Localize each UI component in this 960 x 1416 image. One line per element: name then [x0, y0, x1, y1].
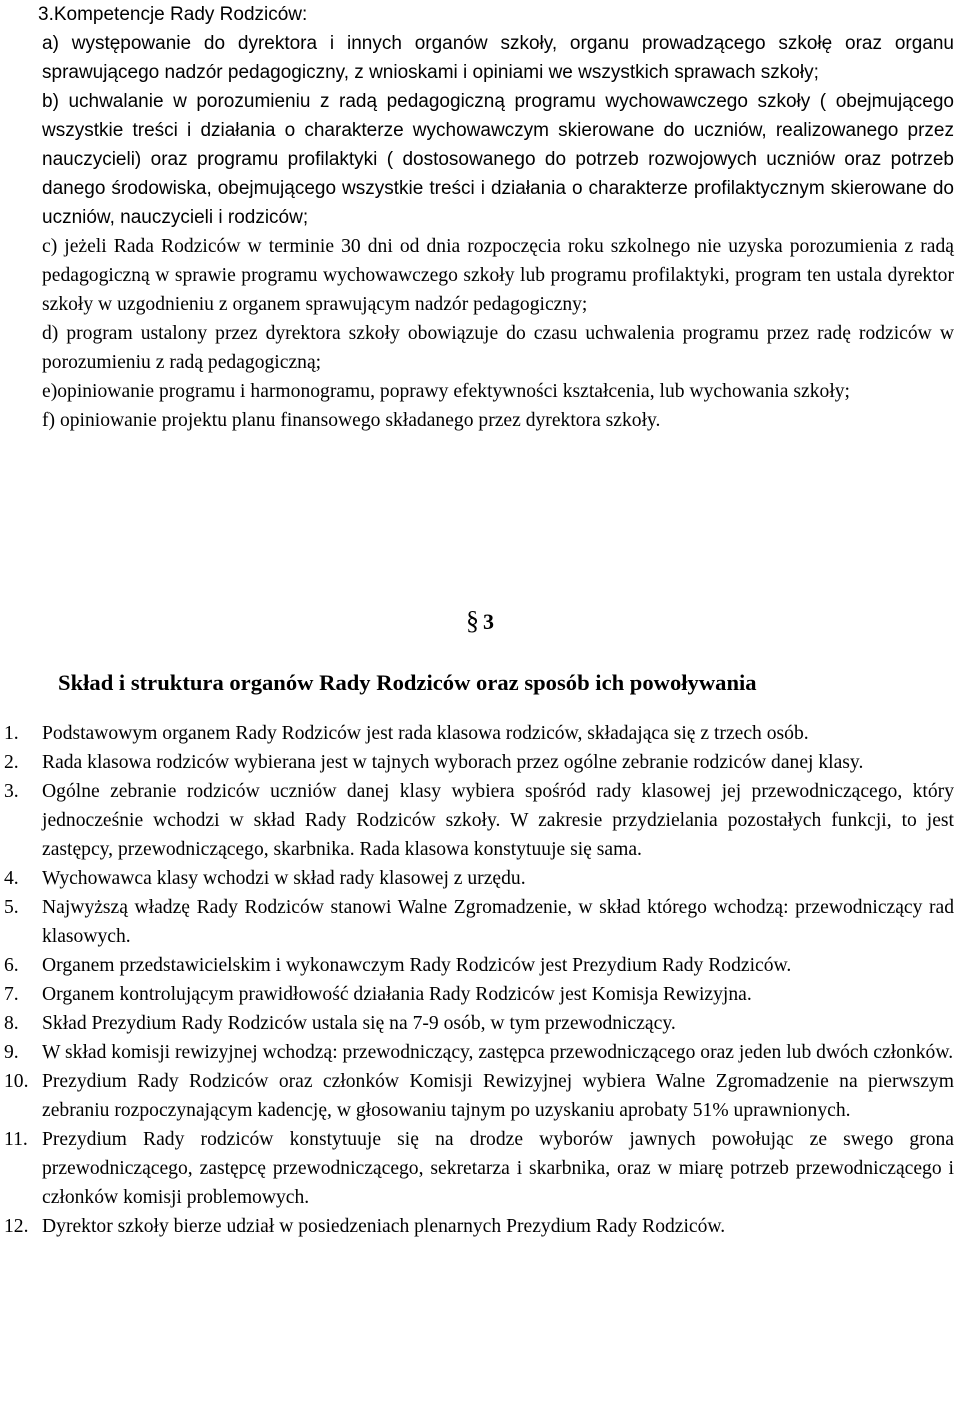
list-item-text: W skład komisji rewizyjnej wchodzą: przewodniczący, zastępca przewodniczącego oraz jeden lub dwóch członków. — [42, 1042, 954, 1063]
list-item — [0, 1067, 954, 1125]
section-number — [466, 601, 494, 642]
competence-item-a: a) występowanie do dyrektora i innych organów szkoły, organu prowadzącego szkołę oraz organu sprawującego nadzór pedagogiczny, z wnioskami i opiniami we wszystkich sprawach szkoły; — [42, 33, 954, 83]
list-item-text: Prezydium Rady Rodziców oraz członków Komisji Rewizyjnej wybiera Walne Zgromadzenie na pierwszym zebraniu rozpoczynającym kadencję, w głosowaniu tajnym po uzyskaniu aprobaty 51% uprawnionych. — [42, 1071, 954, 1121]
list-item-number: 9. — [4, 1042, 19, 1063]
list-item-number: 1. — [4, 723, 19, 744]
list-item — [0, 864, 954, 893]
list-item-text: Najwyższą władzę Rady Rodziców stanowi Walne Zgromadzenie, w skład którego wchodzą: przewodniczący rad klasowych. — [42, 897, 954, 947]
section-number-value: 3 — [483, 609, 494, 634]
competence-item-c: c) jeżeli Rada Rodziców w terminie 30 dni od dnia rozpoczęcia roku szkolnego nie uzyska porozumienia z radą pedagogiczną w sprawie programu wychowawczego szkoły lub programu profilaktyki, program ten ustala dyrektor szkoły w uzgodnieniu z organem sprawującym nadzór pedagogiczny; — [42, 236, 954, 315]
list-item-text: Organem kontrolującym prawidłowość działania Rady Rodziców jest Komisja Rewizyjna. — [42, 984, 752, 1005]
list-item-text: Organem przedstawicielskim i wykonawczym Rady Rodziców jest Prezydium Rady Rodziców. — [42, 955, 792, 976]
list-item-text: Wychowawca klasy wchodzi w skład rady klasowej z urzędu. — [42, 868, 526, 889]
list-item-text: Prezydium Rady rodziców konstytuuje się na drodze wyborów jawnych powołując ze swego grona przewodniczącego, zastępcę przewodniczącego, sekretarza i skarbnika, oraz w miarę potrzeb przewodniczącego i członków komisji problemowych. — [42, 1129, 954, 1208]
list-item-text: Ogólne zebranie rodziców uczniów danej klasy wybiera spośród rady klasowej jej przewodniczącego, który jednocześnie wchodzi w skład Rady Rodziców szkoły. W zakresie przydzielania pozostałych funkcji, to jest zastępcy, przewodniczącego, skarbnika. Rada klasowa konstytuuje się sama. — [42, 781, 954, 860]
section-symbol: § — [466, 606, 479, 635]
list-item-text: Dyrektor szkoły bierze udział w posiedzeniach plenarnych Prezydium Rady Rodziców. — [42, 1216, 726, 1237]
competence-item-f: f) opiniowanie projektu planu finansowego składanego przez dyrektora szkoły. — [42, 410, 661, 431]
list-item-number: 11. — [4, 1129, 28, 1150]
list-item — [0, 980, 954, 1009]
list-item — [0, 719, 954, 748]
competence-item-e: e)opiniowanie programu i harmonogramu, poprawy efektywności kształcenia, lub wychowania szkoły; — [42, 381, 851, 402]
list-item — [0, 748, 954, 777]
competence-item-d: d) program ustalony przez dyrektora szkoły obowiązuje do czasu uchwalenia programu przez radę rodziców w porozumieniu z radą pedagogiczną; — [42, 323, 954, 373]
list-item — [0, 951, 954, 980]
list-item-number: 5. — [4, 897, 19, 918]
list-item — [0, 1125, 954, 1212]
list-item-number: 10. — [4, 1071, 29, 1092]
list-item-text: Podstawowym organem Rady Rodziców jest rada klasowa rodziców, składająca się z trzech osób. — [42, 723, 809, 744]
section-title: Skład i struktura organów Rady Rodziców oraz sposób ich powoływania — [58, 670, 757, 695]
competences-block — [38, 0, 954, 435]
list-item — [0, 1038, 954, 1067]
list-item — [0, 893, 954, 951]
competences-heading: 3.Kompetencje Rady Rodziców: — [38, 4, 308, 25]
list-item-number: 12. — [4, 1216, 29, 1237]
list-item — [0, 777, 954, 864]
list-item-number: 3. — [4, 781, 19, 802]
list-item — [0, 1212, 954, 1241]
competence-item-b: b) uchwalanie w porozumieniu z radą pedagogiczną programu wychowawczego szkoły ( obejmującego wszystkie treści i działania o charakterze wychowawczym skierowane do uczniów, realizowanego przez nauczycieli) oraz programu profilaktyki ( dostosowanego do potrzeb rozwojowych uczniów oraz potrzeb danego środowiska, obejmującego wszystkie treści i działania o charakterze profilaktycznym skierowane do uczniów, nauczycieli i rodziców; — [42, 91, 954, 228]
list-item-number: 6. — [4, 955, 19, 976]
list-item-number: 7. — [4, 984, 19, 1005]
list-item-text: Rada klasowa rodziców wybierana jest w tajnych wyborach przez ogólne zebranie rodziców danej klasy. — [42, 752, 864, 773]
list-item-number: 4. — [4, 868, 19, 889]
list-item-number: 8. — [4, 1013, 19, 1034]
list-item — [0, 1009, 954, 1038]
rules-list — [0, 719, 960, 1241]
list-item-number: 2. — [4, 752, 19, 773]
list-item-text: Skład Prezydium Rady Rodziców ustala się na 7-9 osób, w tym przewodniczący. — [42, 1013, 676, 1034]
